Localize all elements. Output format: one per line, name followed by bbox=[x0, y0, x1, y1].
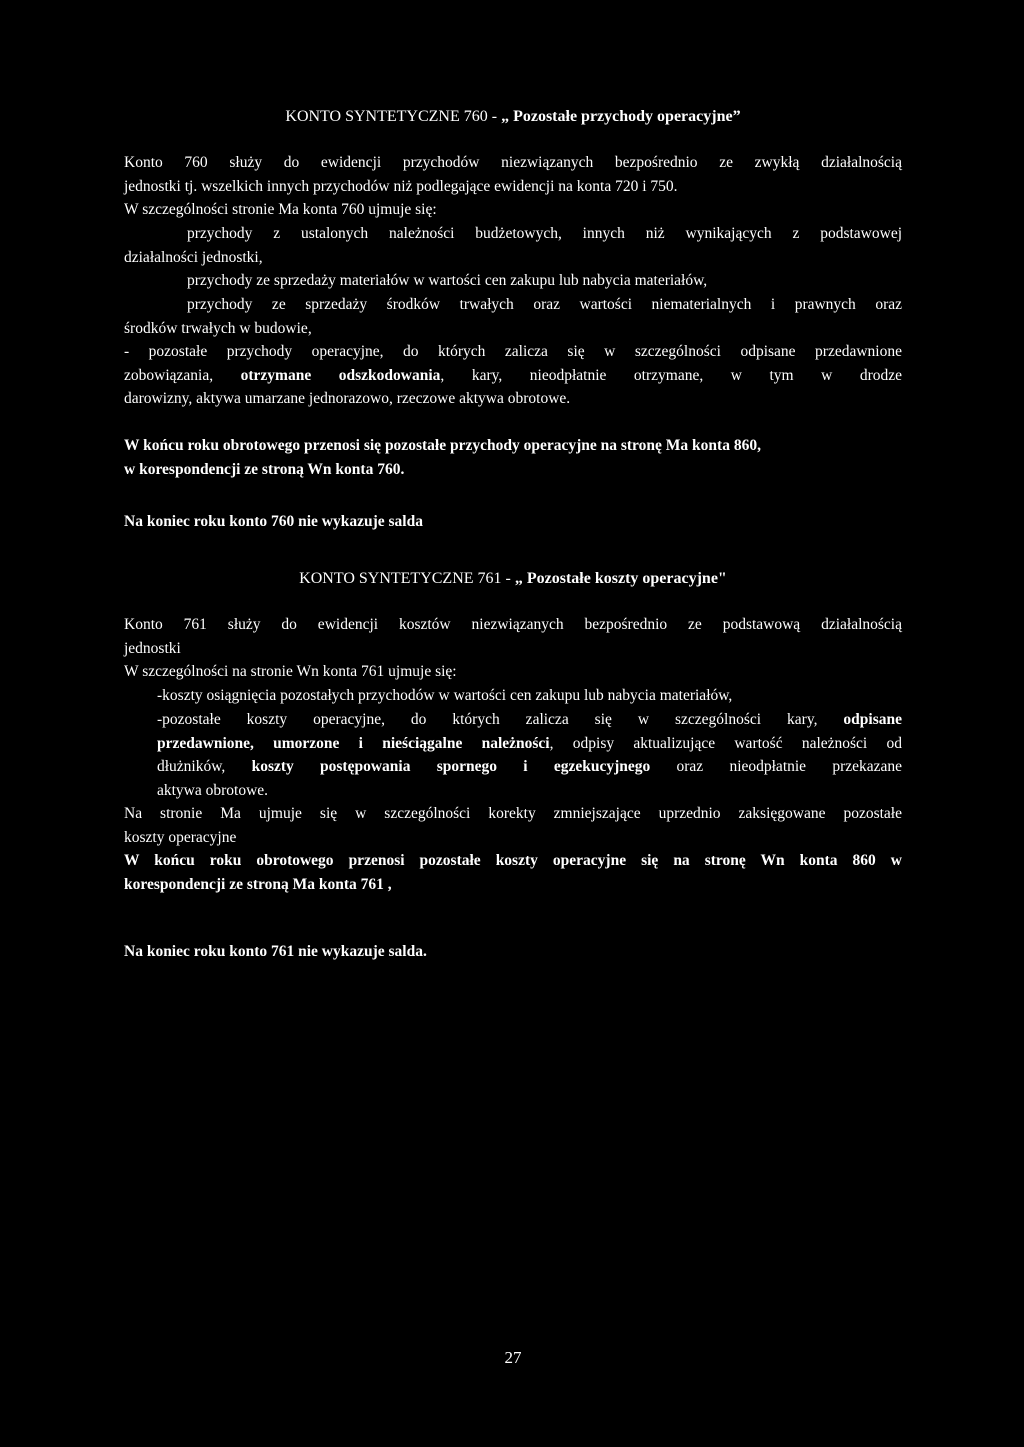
section-760-item-1-line1: przychody z ustalonych należności budżetowych, innych niż wynikających z podstawowej bbox=[187, 225, 902, 242]
section-760-closing bbox=[124, 434, 902, 481]
section-761-item-2-line3-a: dłużników, bbox=[157, 758, 226, 775]
section-761-title bbox=[124, 567, 902, 591]
section-760-closing-line2: w korespondencji ze stroną Wn konta 760. bbox=[124, 460, 405, 478]
section-760-no-balance bbox=[124, 510, 902, 534]
section-761-intro-line2: jednostki bbox=[124, 639, 181, 657]
section-760-item-4-line1: - pozostałe przychody operacyjne, do których zalicza się w szczególności odpisane przedawnione bbox=[124, 343, 902, 360]
section-761-ma-line1: Na stronie Ma ujmuje się w szczególności korekty zmniejszające uprzednio zaksięgowane pozostałe bbox=[124, 805, 902, 822]
section-761-closing-line1: W końcu roku obrotowego przenosi pozostałe koszty operacyjne się na stronę Wn konta 860 w bbox=[124, 852, 902, 869]
section-761-closing bbox=[124, 849, 902, 896]
section-761-item-2-line2-bold: przedawnione, umorzone i nieściągalne należności bbox=[157, 734, 550, 752]
section-761-item-2-line3-b: oraz nieodpłatnie przekazane bbox=[676, 758, 903, 775]
section-761-wn-intro: W szczególności na stronie Wn konta 761 ujmuje się: bbox=[124, 663, 457, 680]
section-761-intro-line1: Konto 761 służy do ewidencji kosztów niezwiązanych bezpośrednio ze podstawową działalnością bbox=[124, 616, 902, 633]
section-760-item-4-line3: darowizny, aktywa umarzane jednorazowo, rzeczowe aktywa obrotowe. bbox=[124, 390, 571, 407]
section-761-ma-line2: koszty operacyjne bbox=[124, 828, 237, 846]
section-761-item-2-line3-bold: koszty postępowania spornego i egzekucyjnego bbox=[251, 758, 651, 775]
section-761-title-name: „ Pozostałe koszty operacyjne" bbox=[514, 570, 727, 587]
section-761-no-balance-text: Na koniec roku konto 761 nie wykazuje salda. bbox=[124, 943, 427, 960]
section-760-item-2 bbox=[124, 269, 902, 293]
section-761-no-balance bbox=[124, 940, 902, 964]
section-760-intro-line2: jednostki tj. wszelkich innych przychodów niż podlegające ewidencji na konta 720 i 750. bbox=[124, 177, 678, 195]
section-760-item-1 bbox=[124, 222, 902, 269]
section-760-item-4 bbox=[124, 340, 902, 411]
section-761-item-1-text: -koszty osiągnięcia pozostałych przychodów w wartości cen zakupu lub nabycia materiałów, bbox=[157, 687, 733, 704]
section-760-title bbox=[124, 105, 902, 129]
section-760-item-4-line2-bold: otrzymane odszkodowania bbox=[240, 366, 441, 384]
section-760-item-1-line2: działalności jednostki, bbox=[124, 248, 263, 266]
section-760-item-4-line2-a: zobowiązania, bbox=[124, 366, 214, 384]
section-761-intro bbox=[124, 613, 902, 684]
section-760-item-4-line2 bbox=[124, 364, 902, 388]
section-761-item-2-line2-b: , odpisy aktualizujące wartość należności od bbox=[549, 734, 903, 752]
section-760-ma-intro: W szczególności stronie Ma konta 760 ujmuje się: bbox=[124, 201, 437, 218]
section-760-no-balance-text: Na koniec roku konto 760 nie wykazuje salda bbox=[124, 513, 423, 530]
section-761-item-2-line3 bbox=[124, 755, 902, 779]
section-761-closing-line2: korespondencji ze stroną Ma konta 761 , bbox=[124, 875, 392, 893]
section-760-intro-line1: Konto 760 służy do ewidencji przychodów niezwiązanych bezpośrednio ze zwykłą działalnością bbox=[124, 154, 902, 171]
section-760-item-2-text: przychody ze sprzedaży materiałów w wartości cen zakupu lub nabycia materiałów, bbox=[187, 272, 708, 289]
section-760-title-prefix: KONTO SYNTETYCZNE 760 - bbox=[285, 108, 498, 125]
section-760-item-3 bbox=[124, 293, 902, 340]
section-761-item-1 bbox=[124, 684, 902, 708]
section-761-item-2-line1-bold: odpisane bbox=[843, 711, 903, 728]
section-761-item-2 bbox=[124, 708, 902, 802]
section-760-item-3-line2: środków trwałych w budowie, bbox=[124, 319, 312, 337]
section-761-title-prefix: KONTO SYNTETYCZNE 761 - bbox=[299, 570, 511, 587]
section-760-closing-line1: W końcu roku obrotowego przenosi się pozostałe przychody operacyjne na stronę Ma konta 860, bbox=[124, 437, 761, 454]
page-number: 27 bbox=[504, 1348, 522, 1367]
section-761-item-2-line4: aktywa obrotowe. bbox=[157, 781, 269, 799]
section-761-ma bbox=[124, 802, 902, 849]
section-760-title-name: „ Pozostałe przychody operacyjne” bbox=[501, 108, 741, 125]
section-760-item-3-line1: przychody ze sprzedaży środków trwałych oraz wartości niematerialnych i prawnych oraz bbox=[187, 296, 902, 313]
section-761-item-2-line1-a: -pozostałe koszty operacyjne, do których zalicza się w szczególności kary, bbox=[157, 711, 818, 728]
section-760-intro bbox=[124, 151, 902, 222]
section-760-item-4-line2-b: , kary, nieodpłatnie otrzymane, w tym w drodze bbox=[440, 366, 903, 384]
section-761-item-2-line2 bbox=[124, 732, 902, 756]
section-761-item-2-line1 bbox=[124, 708, 902, 732]
